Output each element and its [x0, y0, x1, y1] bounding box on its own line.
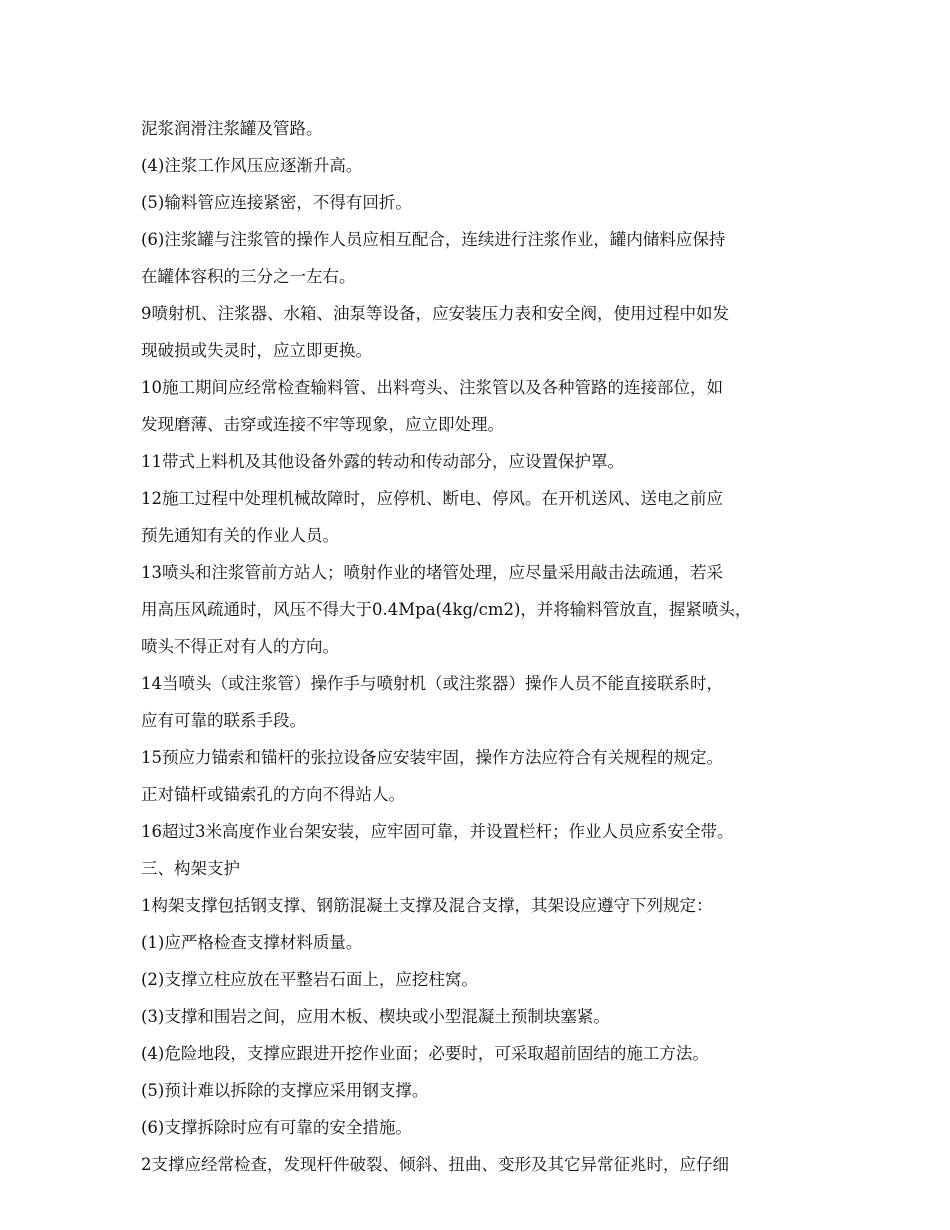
text-line: 正对锚杆或锚索孔的方向不得站人。 [141, 785, 405, 804]
text-line: 发现磨薄、击穿或连接不牢等现象，应立即处理。 [141, 415, 504, 434]
text-line: (6)注浆罐与注浆管的操作人员应相互配合，连续进行注浆作业，罐内储料应保持 [141, 230, 726, 249]
text-line: 现破损或失灵时，应立即更换。 [141, 341, 372, 360]
text-line: (4)注浆工作风压应逐渐升高。 [141, 156, 363, 175]
text-line: 9喷射机、注浆器、水箱、油泵等设备，应安装压力表和安全阀，使用过程中如发 [141, 304, 729, 323]
text-line: 1构架支撑包括钢支撑、钢筋混凝土支撑及混合支撑，其架设应遵守下列规定： [141, 896, 713, 915]
text-line: 11带式上料机及其他设备外露的转动和传动部分，应设置保护罩。 [141, 452, 624, 471]
text-line: 14当喷头（或注浆管）操作手与喷射机（或注浆器）操作人员不能直接联系时， [141, 674, 723, 693]
text-line: (3)支撑和围岩之间，应用木板、楔块或小型混凝土预制块塞紧。 [141, 1007, 610, 1026]
text-line: (5)预计难以拆除的支撑应采用钢支撑。 [141, 1081, 429, 1100]
text-line: 15预应力锚索和锚杆的张拉设备应安装牢固，操作方法应符合有关规程的规定。 [141, 748, 723, 767]
section-heading: 三、构架支护 [141, 859, 240, 878]
text-line: 13喷头和注浆管前方站人；喷射作业的堵管处理，应尽量采用敲击法疏通，若采 [141, 563, 723, 582]
text-line: 应有可靠的联系手段。 [141, 711, 306, 730]
text-line: (2)支撑立柱应放在平整岩石面上，应挖柱窝。 [141, 970, 478, 989]
text-line: (5)输料管应连接紧密，不得有回折。 [141, 193, 412, 212]
text-line: 16超过3米高度作业台架安装，应牢固可靠，并设置栏杆；作业人员应系安全带。 [141, 822, 734, 841]
text-line: (1)应严格检查支撑材料质量。 [141, 933, 363, 952]
body-text [141, 113, 831, 1180]
text-line: 泥浆润滑注浆罐及管路。 [141, 119, 323, 138]
text-line: 10施工期间应经常检查输料管、出料弯头、注浆管以及各种管路的连接部位，如 [141, 378, 723, 397]
text-line: 用高压风疏通时，风压不得大于0.4Mpa(4kg/cm2)，并将输料管放直，握紧喷头， [141, 600, 752, 619]
text-line: 2支撑应经常检查，发现杆件破裂、倾斜、扭曲、变形及其它异常征兆时，应仔细 [141, 1155, 729, 1174]
text-line: 预先通知有关的作业人员。 [141, 526, 339, 545]
text-line: (4)危险地段，支撑应跟进开挖作业面；必要时，可采取超前固结的施工方法。 [141, 1044, 709, 1063]
text-line: 喷头不得正对有人的方向。 [141, 637, 339, 656]
text-line: (6)支撑拆除时应有可靠的安全措施。 [141, 1118, 412, 1137]
text-line: 12施工过程中处理机械故障时，应停机、断电、停风。在开机送风、送电之前应 [141, 489, 723, 508]
text-line: 在罐体容积的三分之一左右。 [141, 267, 356, 286]
